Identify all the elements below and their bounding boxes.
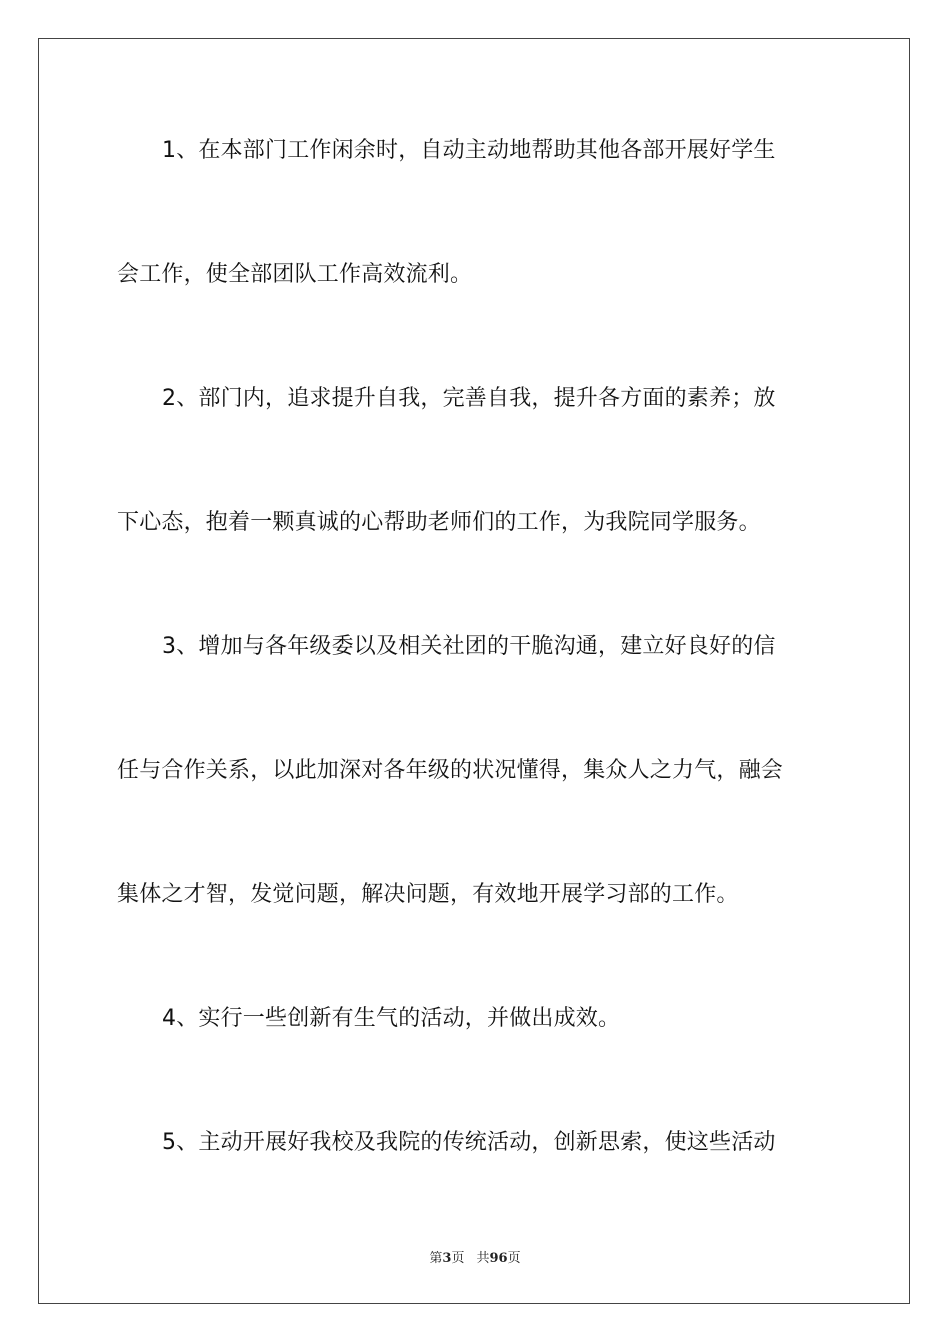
page-suffix: 页: [451, 1251, 465, 1266]
paragraph-1-line-1: 1、在本部门工作闲余时，自动主动地帮助其他各部开展好学生: [162, 138, 776, 163]
page-footer: [0, 1247, 950, 1266]
page-prefix: 第: [429, 1251, 443, 1266]
total-page-count: 96: [489, 1251, 508, 1266]
total-suffix: 页: [507, 1251, 521, 1266]
paragraph-2-line-1: 2、部门内，追求提升自我，完善自我，提升各方面的素养；放: [162, 386, 776, 411]
paragraph-3-line-3: 集体之才智，发觉问题，解决问题，有效地开展学习部的工作。: [117, 882, 739, 907]
current-page-number: 3: [442, 1251, 452, 1266]
total-prefix: 共: [476, 1251, 490, 1266]
paragraph-1-line-2: 会工作，使全部团队工作高效流利。: [117, 262, 473, 287]
paragraph-3-line-2: 任与合作关系，以此加深对各年级的状况懂得，集众人之力气，融会: [117, 758, 784, 783]
page-frame: [38, 38, 910, 1304]
paragraph-5-line-1: 5、主动开展好我校及我院的传统活动，创新思索，使这些活动: [162, 1130, 776, 1155]
paragraph-3-line-1: 3、增加与各年级委以及相关社团的干脆沟通，建立好良好的信: [162, 634, 776, 659]
paragraph-4-line-1: 4、实行一些创新有生气的活动，并做出成效。: [162, 1006, 621, 1031]
paragraph-2-line-2: 下心态，抱着一颗真诚的心帮助老师们的工作，为我院同学服务。: [117, 510, 761, 535]
